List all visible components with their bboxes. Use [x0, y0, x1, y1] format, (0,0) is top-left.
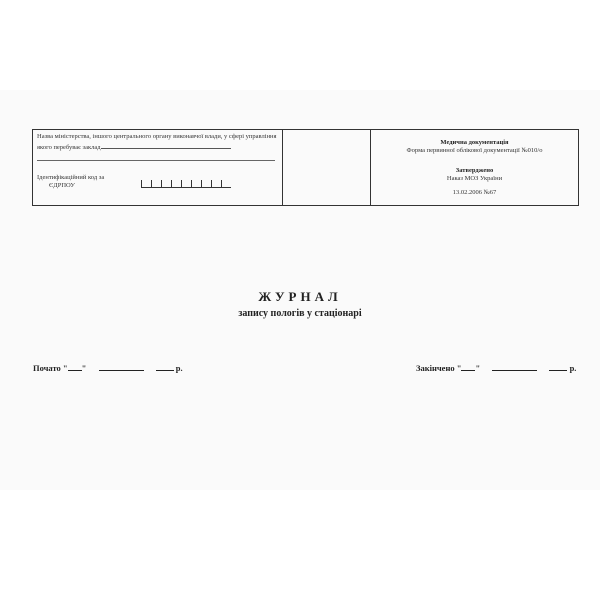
form-info-block	[371, 130, 578, 205]
ministry-name-text: Назва міністерства, іншого центрального органу виконавчої влади, у сфері управління якого перебуває заклад	[37, 133, 277, 151]
finished-year-blank	[549, 363, 567, 371]
started-label: Почато	[33, 363, 61, 373]
started-day-blank	[68, 363, 82, 371]
started-quote-close: "	[81, 363, 87, 373]
journal-subtitle: запису пологів у стаціонарі	[238, 308, 362, 319]
edrpou-code-cells	[141, 180, 231, 188]
column-divider	[282, 130, 283, 205]
edrpou-code-cell	[201, 180, 211, 188]
edrpou-code-cell	[221, 180, 231, 188]
order-text: Наказ МОЗ України	[446, 175, 503, 182]
started-date-line	[33, 363, 183, 373]
approved-title: Затверджено	[455, 167, 494, 174]
edrpou-label: ЄДРПОУ	[49, 182, 75, 189]
finished-quote-open: "	[456, 363, 462, 373]
ministry-name-blank	[101, 142, 231, 149]
order-date: 13.02.2006 №67	[452, 189, 497, 196]
finished-label: Закінчено	[416, 363, 455, 373]
edrpou-code-cell	[191, 180, 201, 188]
edrpou-code-cell	[141, 180, 151, 188]
started-year-blank	[156, 363, 174, 371]
started-year-suffix: р.	[175, 363, 183, 373]
edrpou-code-cell	[211, 180, 221, 188]
finished-day-blank	[461, 363, 475, 371]
edrpou-code-cell	[151, 180, 161, 188]
id-code-label: Ідентифікаційний код за	[37, 174, 105, 181]
started-month-blank	[99, 363, 144, 371]
finished-month-blank	[492, 363, 537, 371]
finished-quote-close: "	[475, 363, 481, 373]
finished-year-suffix: р.	[569, 363, 577, 373]
edrpou-code-cell	[161, 180, 171, 188]
ministry-name-line	[37, 160, 275, 161]
journal-title: ЖУРНАЛ	[258, 289, 342, 304]
started-quote-open: "	[62, 363, 68, 373]
header-table	[32, 129, 579, 206]
medical-doc-title: Медична документація	[440, 139, 509, 146]
edrpou-code-cell	[171, 180, 181, 188]
form-number-text: Форма первинної облікової документації №010/о	[406, 147, 543, 154]
ministry-name-label	[37, 133, 281, 152]
edrpou-code-cell	[181, 180, 191, 188]
finished-date-line	[416, 363, 576, 373]
